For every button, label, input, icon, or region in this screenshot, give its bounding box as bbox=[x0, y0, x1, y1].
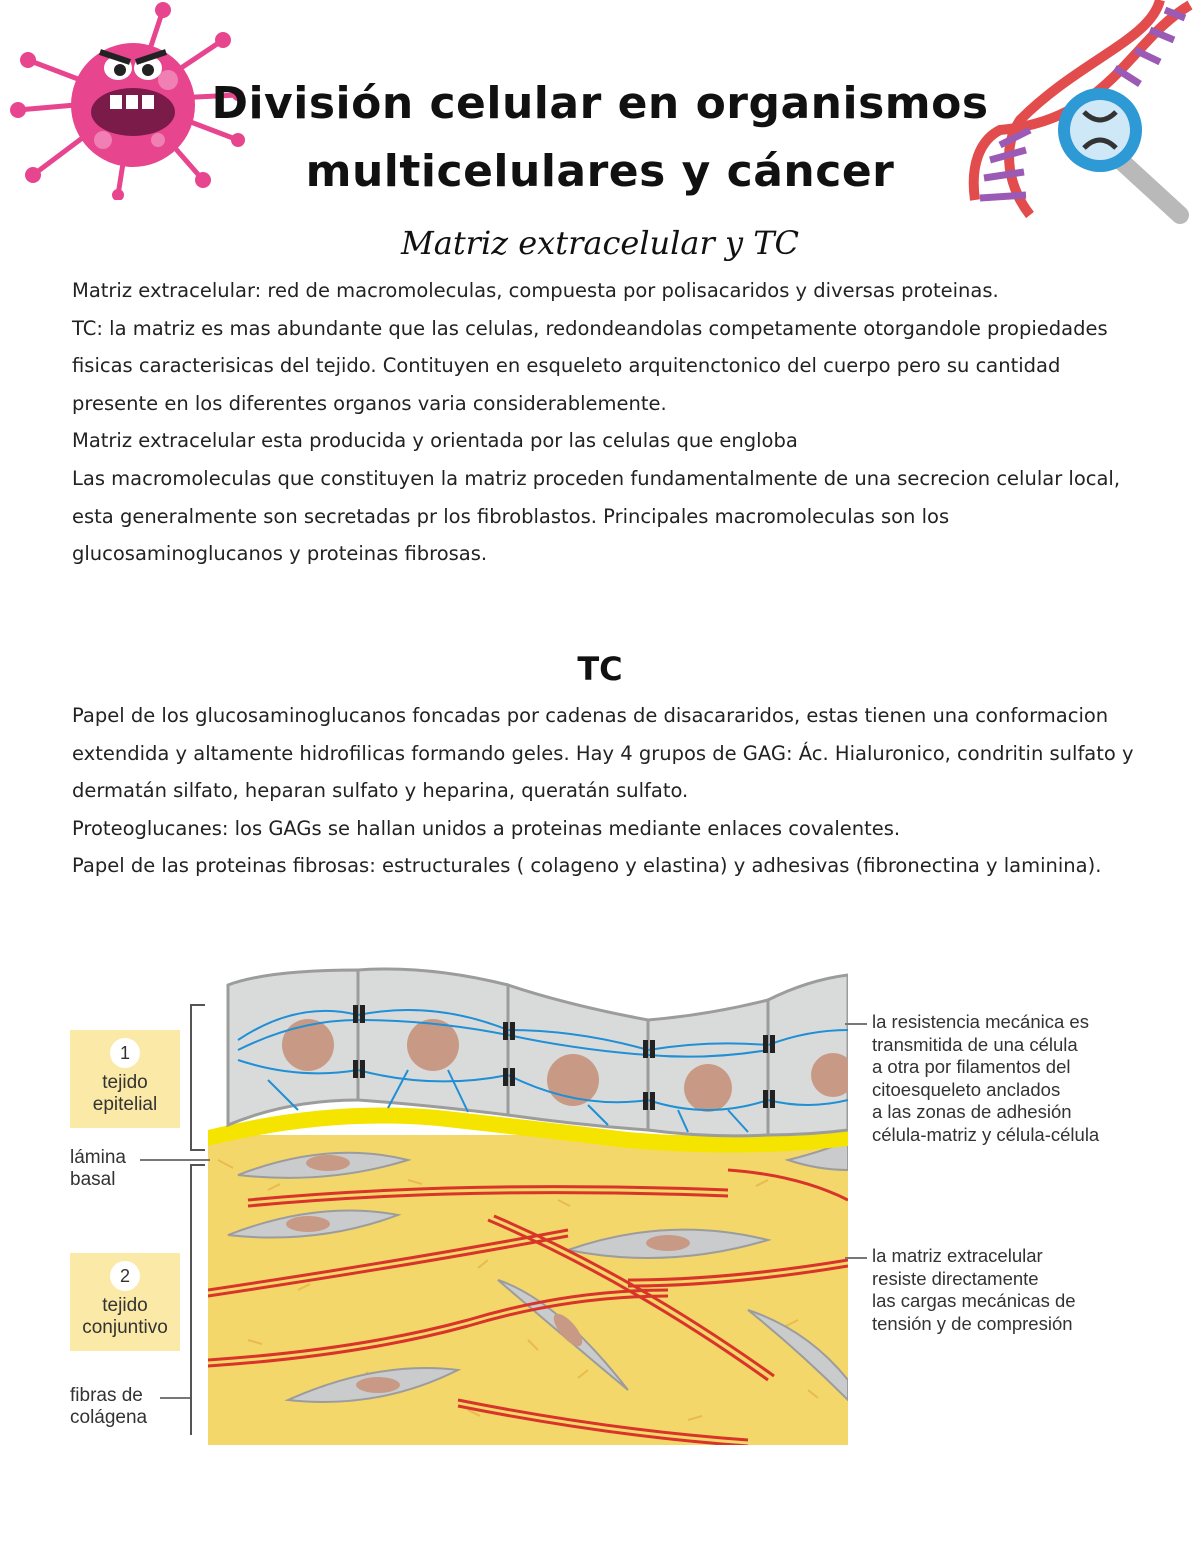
note-top-pointer bbox=[845, 1023, 867, 1025]
label-lamina-basal: lámina basal bbox=[70, 1147, 126, 1190]
note-bottom-pointer bbox=[845, 1257, 867, 1259]
section2-body bbox=[72, 697, 1142, 885]
label-fibras-colagena: fibras de colágena bbox=[70, 1385, 148, 1428]
paragraph: Las macromoleculas que constituyen la matriz proceden fundamentalmente de una secrecion celular local, esta generalmente son secretadas pr los fibroblastos. Principales macromoleculas son los glucosaminoglucanos y proteinas fibrosas. bbox=[72, 466, 1121, 566]
paragraph: Proteoglucanes: los GAGs se hallan unidos a proteinas mediante enlaces covalentes. bbox=[72, 816, 901, 840]
page-title-line2: multicelulares y cáncer bbox=[305, 146, 895, 197]
section-heading-tc: TC bbox=[577, 650, 623, 688]
label-tejido-conjuntivo: 2 tejido conjuntivo bbox=[70, 1253, 180, 1351]
tissue-figure bbox=[60, 955, 1140, 1455]
paragraph: Papel de las proteinas fibrosas: estructurales ( colageno y elastina) y adhesivas (fibronectina y laminina). bbox=[72, 854, 1102, 878]
note-resistencia: la resistencia mecánica es transmitida de una célula a otra por filamentos del citoesqueleto anclados a las zonas de adhesión célula-matriz y célula-célula bbox=[872, 1011, 1100, 1145]
paragraph: Papel de los glucosaminoglucanos foncadas por cadenas de disacararidos, estas tienen una conformacion extendida y altamente hidrofilicas formando geles. Hay 4 grupos de GAG: Ác. Hialuronico, condritin sulfato y dermatán silfato, heparan sulfato y heparina, queratán sulfato. bbox=[72, 704, 1134, 803]
lamina-pointer bbox=[140, 1159, 210, 1161]
paragraph: TC: la matriz es mas abundante que las celulas, redondeandolas competamente otorgandole propiedades fisicas caracterisicas del tejido. Contituyen en esqueleto arquitenctonico del cuerpo pero su cantidad presente en los diferentes organos varia considerablemente. bbox=[72, 316, 1108, 415]
label-number: 1 bbox=[110, 1038, 140, 1068]
section1-body bbox=[72, 272, 1142, 573]
tissue-illustration bbox=[208, 960, 848, 1445]
section-heading-matriz: Matriz extracelular y TC bbox=[400, 224, 800, 262]
paragraph: Matriz extracelular esta producida y orientada por las celulas que engloba bbox=[72, 429, 798, 453]
bracket-lines bbox=[185, 1000, 215, 1440]
fibras-pointer bbox=[160, 1397, 190, 1399]
label-number: 2 bbox=[110, 1261, 140, 1291]
label-tejido-epitelial: 1 tejido epitelial bbox=[70, 1030, 180, 1128]
paragraph: Matriz extracelular: red de macromoleculas, compuesta por polisacaridos y diversas proteinas. bbox=[72, 279, 999, 302]
note-matriz: la matriz extracelular resiste directamente las cargas mecánicas de tensión y de compresión bbox=[872, 1245, 1076, 1334]
page-title-line1: División celular en organismos bbox=[211, 78, 989, 129]
